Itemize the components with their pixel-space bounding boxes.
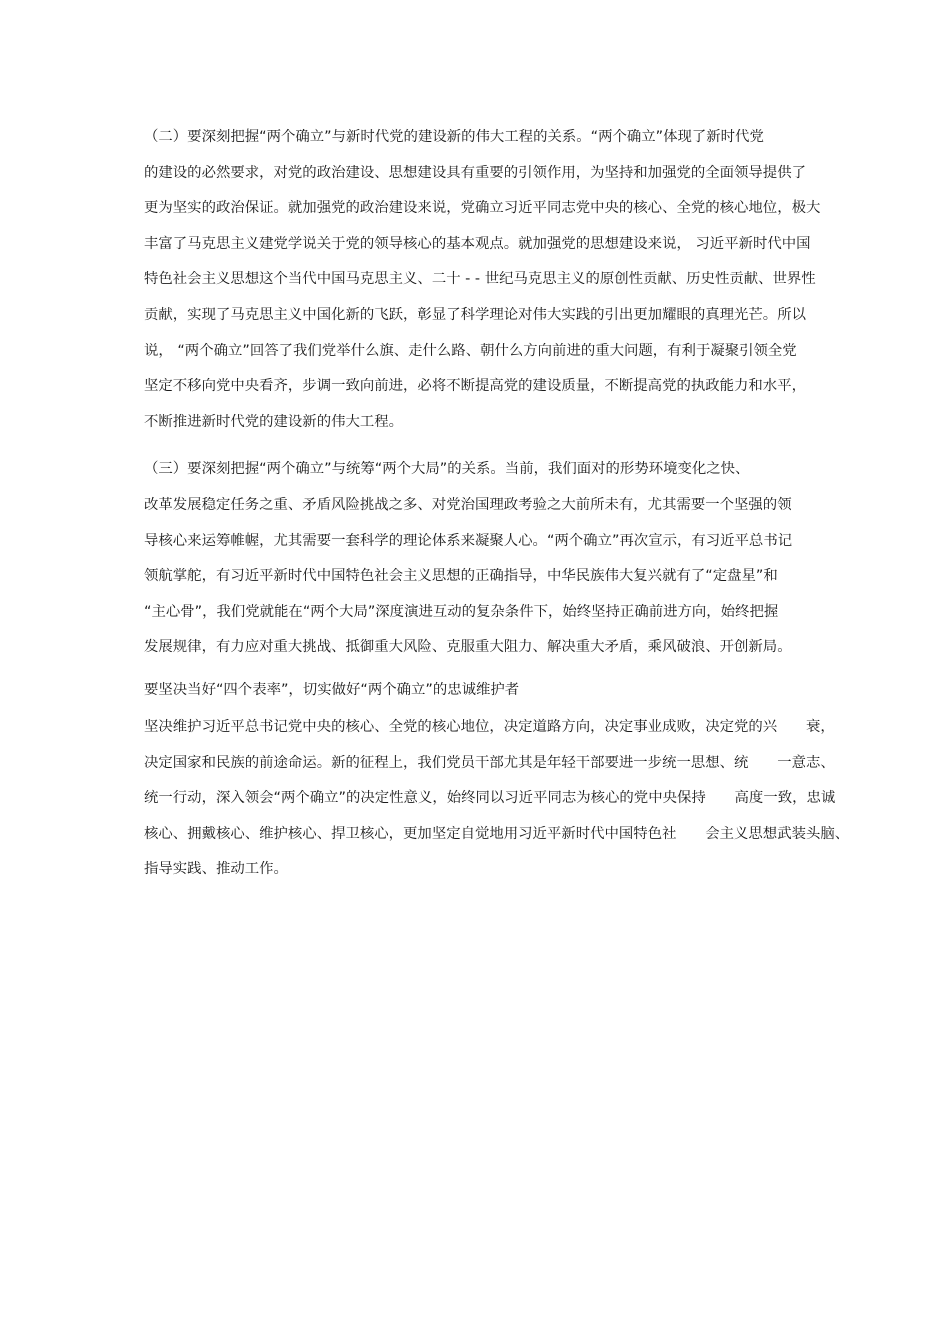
paragraph-section-four bbox=[144, 710, 850, 888]
section-heading: 要坚决当好“四个表率”，切实做好“两个确立”的忠诚维护者 bbox=[144, 681, 520, 698]
paragraph-line: 丰富了马克思主义建党学说关于党的领导核心的基本观点。就加强党的思想建设来说， 习近平新时代中国 bbox=[144, 235, 811, 252]
paragraph-line: 领航掌舵，有习近平新时代中国特色社会主义思想的正确指导，中华民族伟大复兴就有了“定盘星”和 bbox=[144, 568, 778, 585]
paragraph-section-three bbox=[144, 452, 816, 666]
paragraph-line: 特色社会主义思想这个当代中国马克思主义、二十 - - 世纪马克思主义的原创性贡献、历史性贡献、世界性 bbox=[144, 271, 816, 288]
paragraph-line: （二）要深刻把握“两个确立”与新时代党的建设新的伟大工程的关系。“两个确立”体现了新时代党 bbox=[144, 129, 764, 145]
paragraph-line: 坚定不移向党中央看齐，步调一致向前进，必将不断提高党的建设质量，不断提高党的执政能力和水平， bbox=[144, 378, 806, 395]
paragraph-line: 发展规律，有力应对重大挑战、抵御重大风险、克服重大阻力、解决重大矛盾，乘风破浪、开创新局。 bbox=[144, 639, 792, 656]
paragraph-line: 核心、拥戴核心、维护核心、捍卫核心，更加坚定自觉地用习近平新时代中国特色社 会主义思想武装头脑、 bbox=[144, 825, 850, 842]
paragraph-line: 更为坚实的政治保证。就加强党的政治建设来说，党确立习近平同志党中央的核心、全党的核心地位，极大 bbox=[144, 200, 821, 217]
paragraph-line: 统一行动，深入领会“两个确立”的决定性意义，始终同以习近平同志为核心的党中央保持 高度一致，忠诚 bbox=[144, 790, 836, 807]
paragraph-line: “主心骨”，我们党就能在“两个大局”深度演进互动的复杂条件下，始终坚持正确前进方向，始终把握 bbox=[144, 603, 779, 620]
paragraph-line: 不断推进新时代党的建设新的伟大工程。 bbox=[144, 413, 404, 430]
paragraph-spacer bbox=[144, 440, 816, 452]
document-body bbox=[144, 120, 850, 888]
paragraph-line: 指导实践、推动工作。 bbox=[144, 861, 288, 878]
paragraph-line: 决定国家和民族的前途命运。新的征程上，我们党员干部尤其是年轻干部要进一步统一思想、统 一意志、 bbox=[144, 754, 835, 771]
paragraph-line: 贡献，实现了马克思主义中国化新的飞跃，彰显了科学理论对伟大实践的引出更加耀眼的真理光芒。所以 bbox=[144, 306, 806, 323]
paragraph-line: （三）要深刻把握“两个确立”与统筹“两个大局”的关系。当前，我们面对的形势环境变化之快、 bbox=[144, 461, 750, 478]
paragraph-section-two bbox=[144, 120, 821, 440]
paragraph-line: 说， “两个确立”回答了我们党举什么旗、走什么路、朝什么方向前进的重大问题，有利于凝聚引领全党 bbox=[144, 342, 797, 359]
paragraph-line: 改革发展稳定任务之重、矛盾风险挑战之多、对党治国理政考验之大前所未有，尤其需要一个坚强的领 bbox=[144, 496, 792, 513]
paragraph-line: 坚决维护习近平总书记党中央的核心、全党的核心地位，决定道路方向，决定事业成败，决定党的兴 衰， bbox=[144, 718, 835, 735]
paragraph-line: 导核心来运筹帷幄，尤其需要一套科学的理论体系来凝聚人心。“两个确立”再次宣示，有习近平总书记 bbox=[144, 532, 793, 549]
paragraph-line: 的建设的必然要求，对党的政治建设、思想建设具有重要的引领作用，为坚持和加强党的全面领导提供了 bbox=[144, 164, 806, 181]
